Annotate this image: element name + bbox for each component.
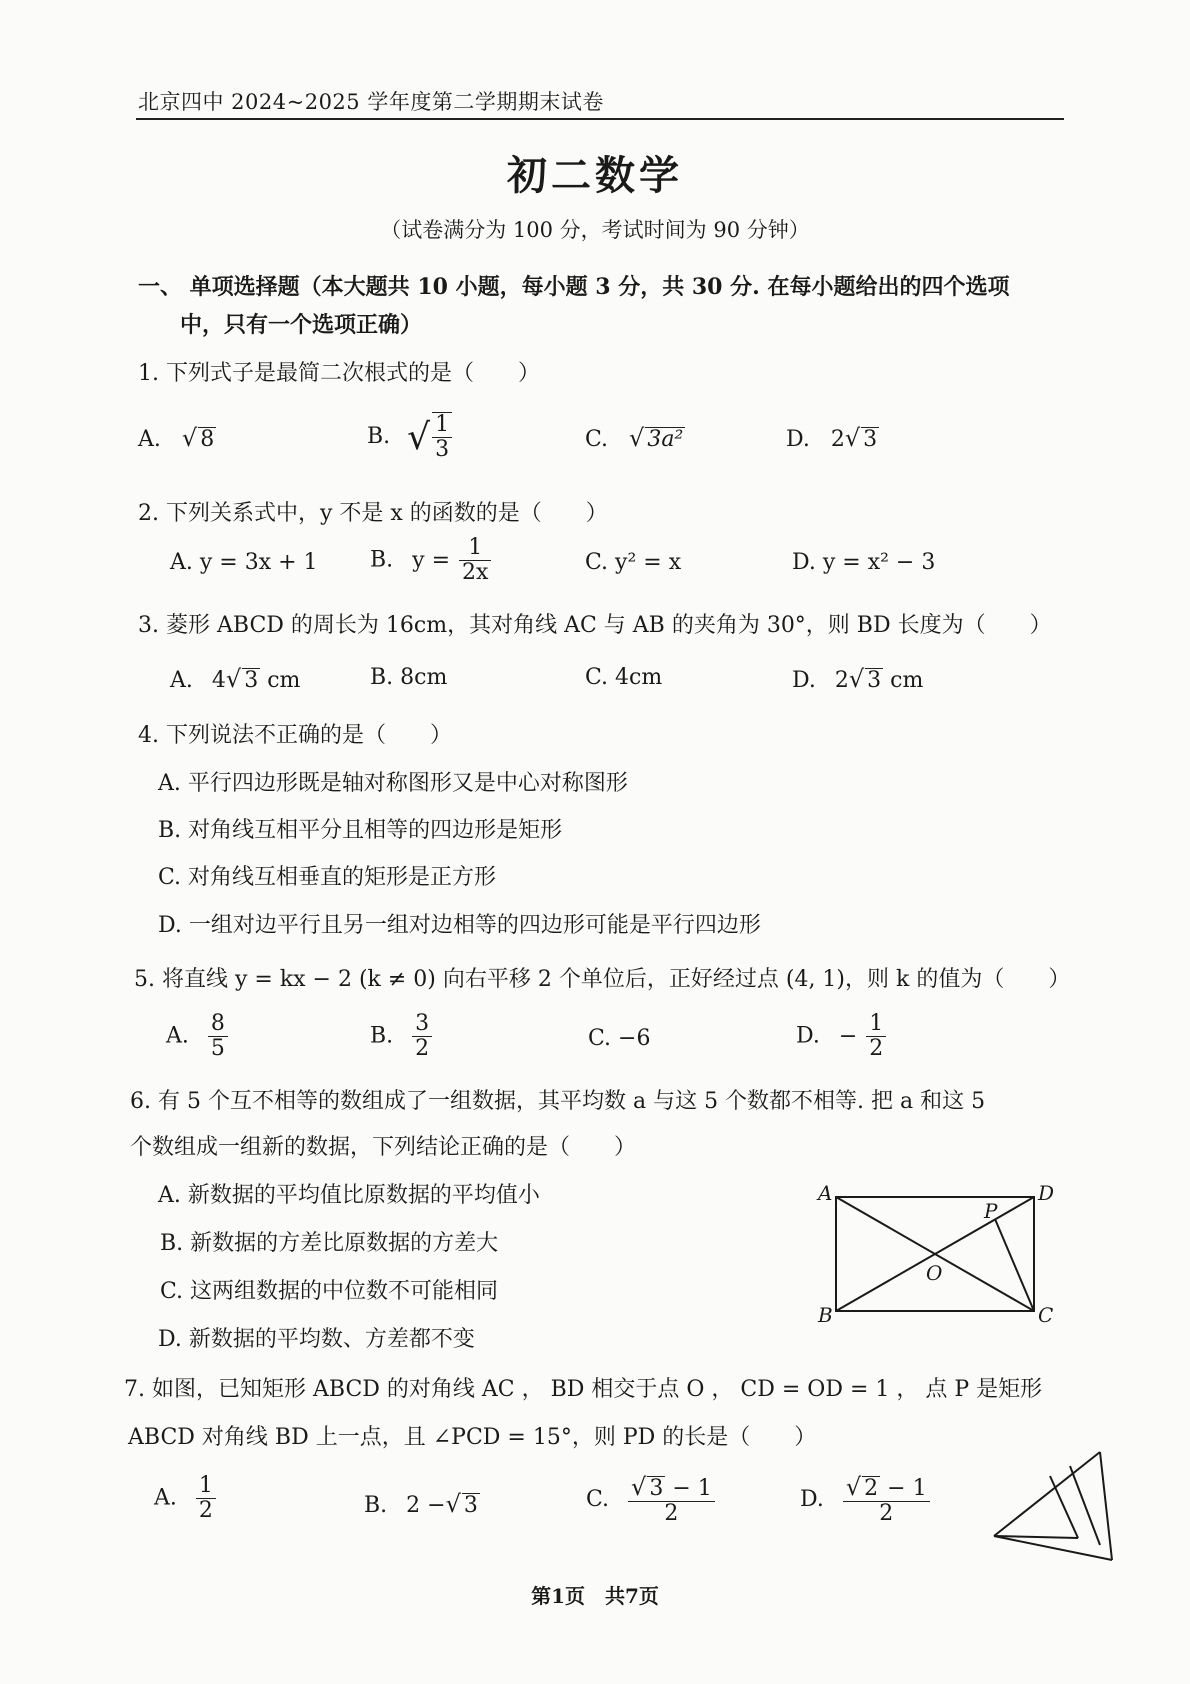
q2-stem: 2. 下列关系式中，y 不是 x 的函数的是（ ）	[138, 501, 608, 526]
q4-option-b: B. 对角线互相平分且相等的四边形是矩形	[158, 818, 563, 843]
q5-stem: 5. 将直线 y = kx − 2 (k ≠ 0) 向右平移 2 个单位后，正好经过点 (4, 1)，则 k 的值为（ ）	[134, 967, 1071, 992]
q1-option-b-label: B.	[367, 424, 391, 450]
label-a: A	[818, 1181, 833, 1205]
label-b: B	[818, 1303, 833, 1327]
q1-option-d-coef: 2	[830, 427, 845, 452]
q1-option-b-den: 3	[435, 437, 450, 463]
q7-option-c-tail: − 1	[665, 1476, 712, 1501]
q7-option-a-label: A.	[154, 1485, 177, 1511]
q7-option-a-den: 2	[198, 1498, 213, 1524]
fan-ray-top	[994, 1452, 1100, 1536]
q7-option-c-value: 3	[649, 1476, 664, 1501]
q7-option-c-num: √ 3 − 1	[628, 1474, 715, 1502]
fan-ray-bottom	[994, 1536, 1112, 1560]
q1-option-a: A. √ 8	[138, 424, 215, 452]
q3-option-b: B. 8cm	[370, 665, 448, 690]
q3-option-d: D. 2√ 3 cm	[792, 665, 924, 693]
q4-option-c: C. 对角线互相垂直的矩形是正方形	[158, 865, 497, 890]
label-d: D	[1038, 1181, 1055, 1205]
q3-option-a-coef: 4	[211, 668, 226, 693]
q7-stem-line2: ABCD 对角线 BD 上一点，且 ∠PCD = 15°，则 PD 的长是（ ）	[128, 1425, 817, 1450]
q5-option-d-sign: −	[838, 1023, 858, 1049]
q5-option-d-num: 1	[866, 1012, 886, 1037]
q5-option-a-den: 5	[210, 1036, 225, 1062]
q7-option-b-text: 2 −	[406, 1493, 446, 1518]
q1-option-d-label: D.	[786, 427, 810, 452]
q2-option-b-num: 1	[459, 536, 491, 561]
label-o: O	[926, 1261, 943, 1285]
q5-option-b-label: B.	[370, 1023, 394, 1049]
q1-option-b: B. √ $\frac{1}{3}$	[367, 412, 454, 462]
q1-option-c-value: 3a²	[647, 427, 684, 452]
q1-option-b-num: 1	[432, 413, 452, 438]
q7-option-b-value: 3	[463, 1493, 478, 1518]
page-footer: 第1页 共7页	[531, 1584, 659, 1608]
page-subtitle: （试卷满分为 100 分，考试时间为 90 分钟）	[380, 218, 810, 242]
q1-stem: 1. 下列式子是最简二次根式的是（ ）	[138, 361, 540, 386]
q6-stem-line1: 6. 有 5 个互不相等的数组成了一组数据，其平均数 a 与这 5 个数都不相等. 把 a 和这 5	[130, 1089, 986, 1114]
fan-chord-inner	[1050, 1476, 1078, 1538]
q1-option-c-label: C.	[585, 427, 609, 452]
q3-option-a: A. 4√ 3 cm	[170, 665, 301, 693]
q2-option-c: C. y² = x	[585, 550, 682, 575]
q5-option-b-num: 3	[412, 1012, 432, 1037]
q7-option-c-label: C.	[586, 1487, 610, 1513]
q5-option-d-label: D.	[796, 1023, 820, 1049]
q4-option-a: A. 平行四边形既是轴对称图形又是中心对称图形	[158, 771, 628, 796]
q5-option-a-label: A.	[166, 1023, 189, 1049]
q7-option-d-value: 2	[864, 1476, 879, 1501]
q1-option-a-value: 8	[200, 427, 215, 452]
q1-option-d-value: 3	[863, 427, 878, 452]
q5-option-b-den: 2	[415, 1036, 430, 1062]
fan-chord-outer	[1070, 1466, 1100, 1545]
q1-option-a-label: A.	[138, 427, 161, 452]
q5-option-a-num: 8	[208, 1012, 228, 1037]
page-title: 初二数学	[507, 152, 683, 199]
q3-option-d-coef: 2	[834, 668, 849, 693]
q3-option-c: C. 4cm	[585, 665, 663, 690]
q7-option-b: B. 2 −√ 3	[364, 1490, 478, 1518]
q3-option-a-unit: cm	[267, 668, 301, 693]
fan-arc	[1100, 1452, 1112, 1560]
q7-stem-line1: 7. 如图，已知矩形 ABCD 的对角线 AC ， BD 相交于点 O ， CD = OD = 1 ， 点 P 是矩形	[124, 1377, 1043, 1402]
q1-option-c: C. √ 3a²	[585, 424, 684, 452]
section-heading-line2: 中，只有一个选项正确）	[180, 312, 423, 338]
q4-stem: 4. 下列说法不正确的是（ ）	[138, 723, 452, 748]
q3-option-d-label: D.	[792, 668, 816, 693]
q2-option-b-label: B.	[370, 547, 394, 573]
q7-option-d-label: D.	[800, 1487, 824, 1513]
q7-option-c-den: 2	[664, 1501, 679, 1527]
q7-option-a-num: 1	[196, 1474, 216, 1499]
q6-option-d: D. 新数据的平均数、方差都不变	[158, 1327, 475, 1352]
q5-option-c: C. −6	[588, 1026, 651, 1051]
q2-option-a: A. y = 3x + 1	[170, 550, 318, 575]
q3-option-d-value: 3	[867, 668, 882, 693]
q3-option-a-value: 3	[244, 668, 259, 693]
q7-option-d-tail: − 1	[880, 1476, 927, 1501]
label-p: P	[984, 1199, 998, 1223]
q6-option-c: C. 这两组数据的中位数不可能相同	[160, 1279, 499, 1304]
q5-option-d-den: 2	[869, 1036, 884, 1062]
q2-option-b-lhs: y =	[412, 547, 451, 573]
q7-option-d-num: √ 2 − 1	[843, 1474, 930, 1502]
exam-header: 北京四中 2024~2025 学年度第二学期期末试卷	[138, 90, 604, 114]
q3-option-d-unit: cm	[890, 668, 924, 693]
q6-stem-line2: 个数组成一组新的数据，下列结论正确的是（ ）	[130, 1135, 637, 1160]
q2-option-d: D. y = x² − 3	[792, 550, 936, 575]
q3-stem: 3. 菱形 ABCD 的周长为 16cm，其对角线 AC 与 AB 的夹角为 30°，则 BD 长度为（ ）	[138, 613, 1052, 638]
q6-option-a: A. 新数据的平均值比原数据的平均值小	[158, 1183, 540, 1208]
section-heading-line1: 一、 单项选择题（本大题共 10 小题，每小题 3 分，共 30 分. 在每小题给出的四个选项	[138, 274, 1010, 300]
q6-option-b: B. 新数据的方差比原数据的方差大	[160, 1231, 499, 1256]
q2-option-b-den: 2x	[462, 560, 489, 586]
q7-option-d-den: 2	[879, 1501, 894, 1527]
q3-option-a-label: A.	[170, 668, 193, 693]
q4-option-d: D. 一组对边平行且另一组对边相等的四边形可能是平行四边形	[158, 913, 761, 938]
q7-option-b-label: B.	[364, 1493, 388, 1518]
q1-option-d: D. 2√ 3	[786, 424, 878, 452]
label-c: C	[1038, 1303, 1054, 1327]
